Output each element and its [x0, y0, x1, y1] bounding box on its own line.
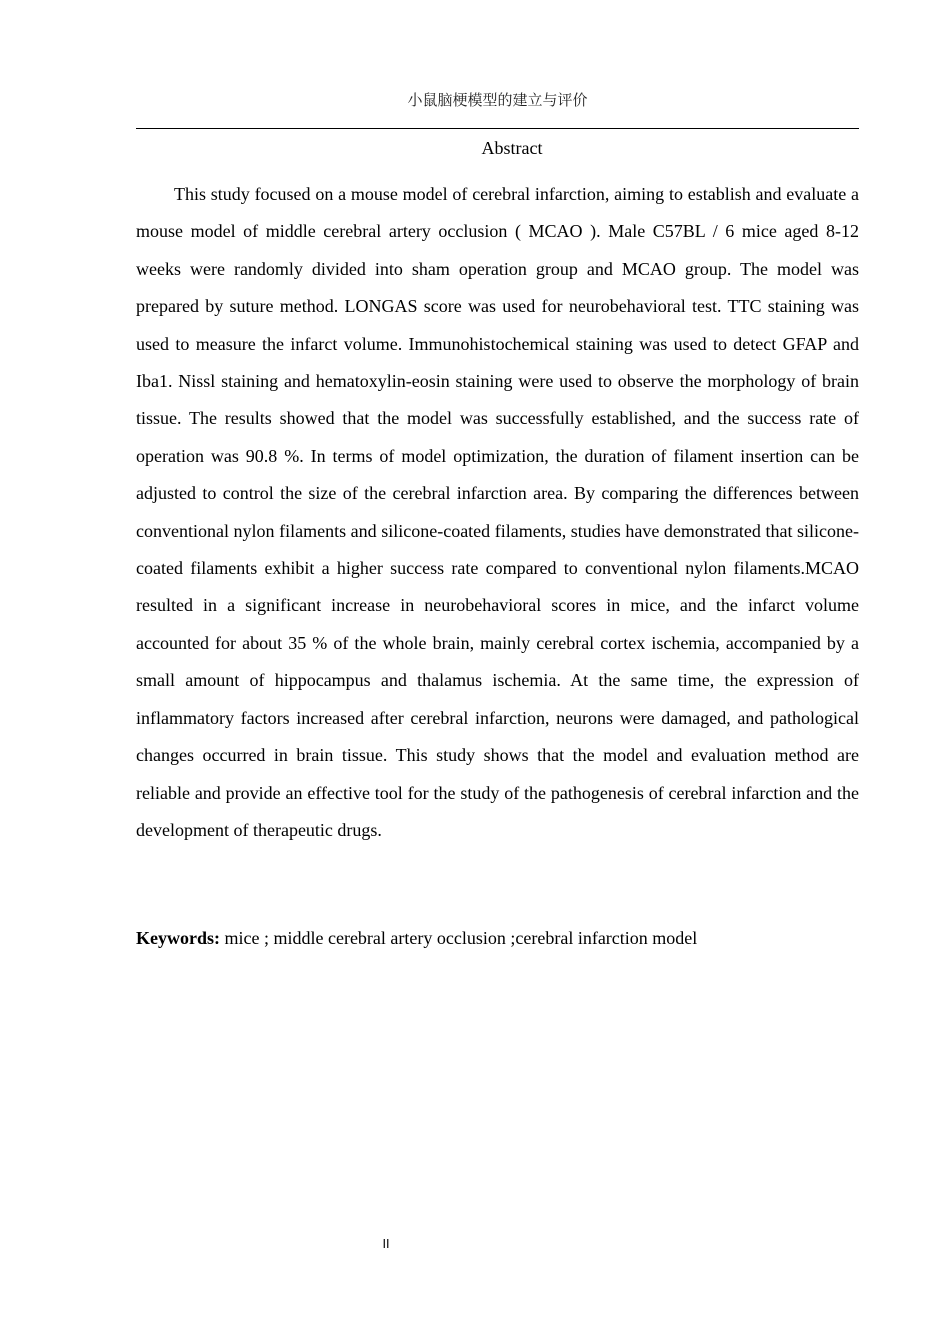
keywords-line [136, 924, 859, 952]
header-rule [136, 128, 859, 129]
abstract-body: This study focused on a mouse model of cerebral infarction, aiming to establish and evaluate a mouse model of middle cerebral artery occlusion ( MCAO ). Male C57BL / 6 mice aged 8-12 weeks were randomly divided into sham operation group and MCAO group. The model was prepared by suture method. LONGAS score was used for neurobehavioral test. TTC staining was used to measure the infarct volume. Immunohistochemical staining was used to detect GFAP and Iba1. Nissl staining and hematoxylin-eosin staining were used to observe the morphology of brain tissue. The results showed that the model was successfully established, and the success rate of operation was 90.8 %. In terms of model optimization, the duration of filament insertion can be adjusted to control the size of the cerebral infarction area. By comparing the differences between conventional nylon filaments and silicone-coated filaments, studies have demonstrated that silicone-coated filaments exhibit a higher success rate compared to conventional nylon filaments.MCAO resulted in a significant increase in neurobehavioral scores in mice, and the infarct volume accounted for about 35 % of the whole brain, mainly cerebral cortex ischemia, accompanied by a small amount of hippocampus and thalamus ischemia. At the same time, the expression of inflammatory factors increased after cerebral infarction, neurons were damaged, and pathological changes occurred in brain tissue. This study shows that the model and evaluation method are reliable and provide an effective tool for the study of the pathogenesis of cerebral infarction and the development of therapeutic drugs. [136, 184, 859, 840]
keywords-label: Keywords: [136, 928, 220, 948]
keywords-text: mice ; middle cerebral artery occlusion ;cerebral infarction model [220, 928, 698, 948]
abstract-title: Abstract [481, 138, 543, 158]
page-number: II [382, 1237, 390, 1251]
running-header: 小鼠脑梗模型的建立与评价 [407, 91, 588, 109]
